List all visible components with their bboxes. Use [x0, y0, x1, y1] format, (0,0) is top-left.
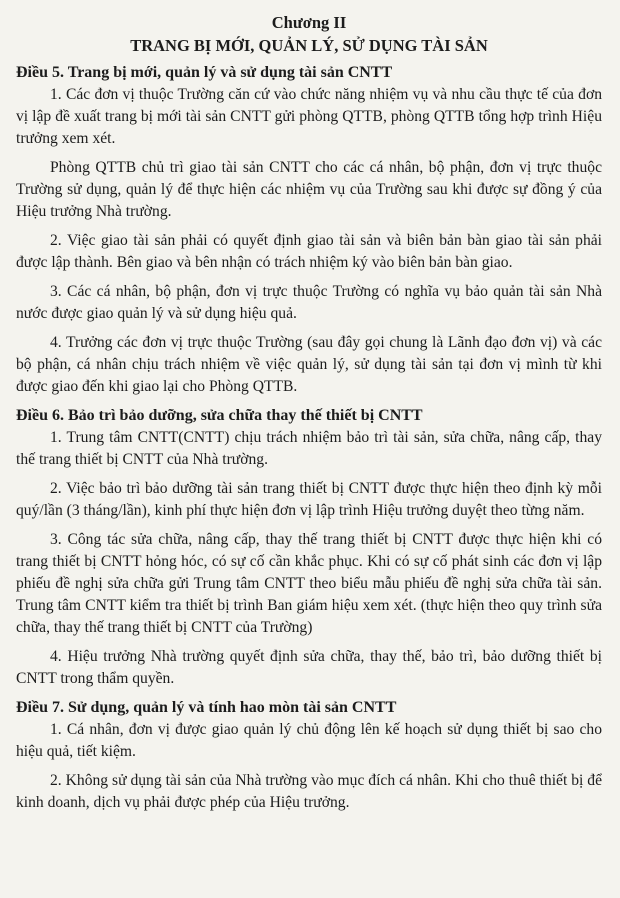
paragraph: 1. Các đơn vị thuộc Trường căn cứ vào chức năng nhiệm vụ và nhu cầu thực tế của đơn vị lập đề xuất trang bị mới tài sản CNTT gửi phòng QTTB, phòng QTTB tổng hợp trình Hiệu trưởng xem xét.	[16, 86, 602, 147]
paragraph: 3. Công tác sửa chữa, nâng cấp, thay thế trang thiết bị CNTT được thực hiện khi có trang thiết bị CNTT hỏng hóc, có sự cố cần khắc phục. Khi có sự cố phát sinh các đơn vị lập phiếu đề nghị sửa chữa gửi Trung tâm CNTT theo biểu mẫu phiếu đề nghị sửa chữa tài sản. Trung tâm CNTT kiểm tra thiết bị trình Ban giám hiệu xem xét. (thực hiện theo quy trình sửa chữa, thay thế trang thiết bị CNTT của Trường)	[16, 531, 602, 636]
paragraph: 1. Cá nhân, đơn vị được giao quản lý chủ động lên kế hoạch sử dụng thiết bị sao cho hiệu quả, tiết kiệm.	[16, 721, 602, 760]
paragraph: 2. Không sử dụng tài sản của Nhà trường vào mục đích cá nhân. Khi cho thuê thiết bị để kinh doanh, dịch vụ phải được phép của Hiệu trưởng.	[16, 772, 602, 811]
chapter-title: TRANG BỊ MỚI, QUẢN LÝ, SỬ DỤNG TÀI SẢN	[130, 36, 488, 55]
article-title: Điều 5. Trang bị mới, quản lý và sử dụng tài sản CNTT	[16, 64, 393, 81]
paragraph: 2. Việc bảo trì bảo dưỡng tài sản trang thiết bị CNTT được thực hiện theo định kỳ mỗi quý/lần (3 tháng/lần), kinh phí thực hiện đơn vị lập trình Hiệu trưởng duyệt theo từng năm.	[16, 480, 602, 519]
chapter-number: Chương II	[271, 13, 347, 32]
article-title: Điều 7. Sử dụng, quản lý và tính hao mòn tài sản CNTT	[16, 699, 397, 716]
paragraph: 4. Hiệu trưởng Nhà trường quyết định sửa chữa, thay thế, bảo trì, bảo dưỡng thiết bị CNTT trong thẩm quyền.	[16, 648, 602, 687]
paragraph: 1. Trung tâm CNTT(CNTT) chịu trách nhiệm bảo trì tài sản, sửa chữa, nâng cấp, thay thế trang thiết bị CNTT của Nhà trường.	[16, 429, 602, 468]
paragraph: 3. Các cá nhân, bộ phận, đơn vị trực thuộc Trường có nghĩa vụ bảo quản tài sản Nhà nước được giao quản lý và sử dụng hiệu quả.	[16, 283, 602, 322]
paragraph: 2. Việc giao tài sản phải có quyết định giao tài sản và biên bản bàn giao tài sản phải được lập thành. Bên giao và bên nhận có trách nhiệm ký vào biên bản bàn giao.	[16, 232, 602, 271]
paragraph: Phòng QTTB chủ trì giao tài sản CNTT cho các cá nhân, bộ phận, đơn vị trực thuộc Trường sử dụng, quản lý để thực hiện các nhiệm vụ của Trường sau khi được sự đồng ý của Hiệu trưởng Nhà trường.	[16, 159, 602, 220]
article-title: Điều 6. Bảo trì bảo dưỡng, sửa chữa thay thế thiết bị CNTT	[16, 407, 423, 424]
article-6	[16, 405, 602, 690]
article-5	[16, 62, 602, 398]
paragraph: 4. Trưởng các đơn vị trực thuộc Trường (sau đây gọi chung là Lãnh đạo đơn vị) và các bộ phận, cá nhân chịu trách nhiệm về việc quản lý, sử dụng tài sản tại đơn vị mình từ khi được giao đến khi giao lại cho Phòng QTTB.	[16, 334, 602, 395]
article-7	[16, 697, 602, 814]
